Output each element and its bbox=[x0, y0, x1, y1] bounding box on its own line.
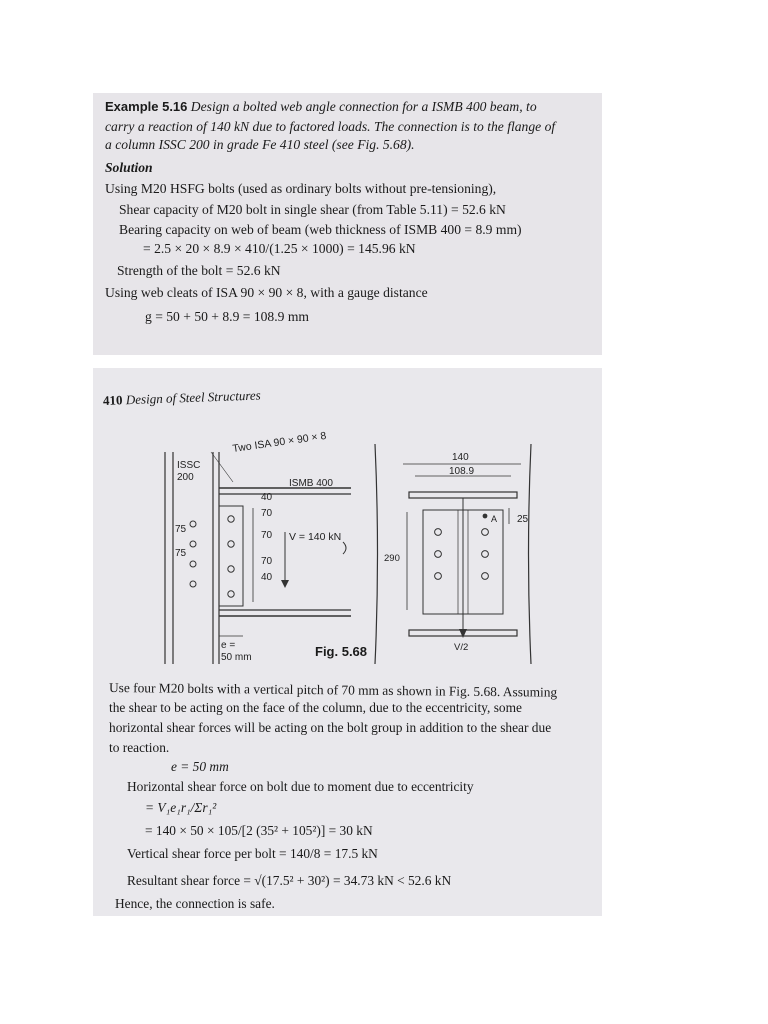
reaction-label: V/2 bbox=[454, 642, 469, 653]
calc-line-4: = 140 × 50 × 105/[2 (35² + 105²)] = 30 kN bbox=[145, 823, 373, 838]
load-label: V = 140 kN bbox=[289, 531, 342, 543]
column-bolt bbox=[190, 561, 196, 567]
solution-line-1: Using M20 HSFG bolts (used as ordinary bolts without pre-tensioning), bbox=[105, 181, 497, 196]
dim-left-2: 75 bbox=[175, 548, 187, 559]
reaction-arrowhead bbox=[459, 629, 467, 638]
column-label-2: 200 bbox=[177, 472, 194, 483]
example-heading-line bbox=[105, 99, 537, 115]
width-outer: 140 bbox=[452, 452, 469, 463]
calc-line-6: Resultant shear force = √(17.5² + 30²) = 34.73 kN < 52.6 kN bbox=[127, 873, 452, 888]
column-edge-right bbox=[529, 444, 532, 664]
bolt bbox=[435, 573, 442, 580]
right-section bbox=[375, 444, 531, 664]
calc-line-3: = V₁e₁r₁/Σr₁² bbox=[145, 800, 217, 815]
load-arrowhead bbox=[281, 580, 289, 588]
dim-right-1: 40 bbox=[261, 492, 273, 503]
calc-line-5: Vertical shear force per bolt = 140/8 = 17.5 kN bbox=[127, 846, 378, 861]
left-elevation bbox=[165, 430, 351, 664]
page-number: 410 bbox=[102, 392, 123, 408]
bolt bbox=[435, 551, 442, 558]
column-edge-left bbox=[375, 444, 378, 664]
dim-right-4: 70 bbox=[261, 556, 273, 567]
ecc-label-2: 50 mm bbox=[221, 652, 252, 663]
bolt bbox=[482, 573, 489, 580]
solution-line-7: g = 50 + 50 + 8.9 = 108.9 mm bbox=[145, 309, 309, 324]
load-curl bbox=[343, 542, 346, 554]
ecc-label-1: e = bbox=[221, 640, 236, 651]
para-line-2: the shear to be acting on the face of the column, due to the eccentricity, some bbox=[109, 700, 522, 715]
example-label: Example 5.16 bbox=[105, 99, 188, 114]
bolt-hole bbox=[228, 566, 234, 572]
bolt bbox=[482, 551, 489, 558]
dim-right-2: 70 bbox=[261, 508, 273, 519]
column-bolt bbox=[190, 541, 196, 547]
calc-line-7: Hence, the connection is safe. bbox=[115, 896, 275, 911]
column-label-1: ISSC bbox=[177, 460, 201, 471]
dim-left-1: 75 bbox=[175, 524, 187, 535]
example-statement-2: carry a reaction of 140 kN due to factored loads. The connection is to the flange of bbox=[105, 119, 556, 134]
solution-line-2: Shear capacity of M20 bolt in single shear (from Table 5.11) = 52.6 kN bbox=[119, 202, 506, 217]
width-inner: 108.9 bbox=[449, 466, 475, 477]
calc-line-1: e = 50 mm bbox=[171, 759, 229, 774]
dim-right-5: 40 bbox=[261, 572, 273, 583]
solution-line-6: Using web cleats of ISA 90 × 90 × 8, with a gauge distance bbox=[105, 285, 428, 300]
bolt-hole bbox=[228, 591, 234, 597]
bolt bbox=[435, 529, 442, 536]
bolt bbox=[482, 529, 489, 536]
edge-label: 25 bbox=[517, 514, 529, 525]
page-scan bbox=[93, 368, 602, 916]
column-bolt bbox=[190, 581, 196, 587]
example-statement-3: a column ISSC 200 in grade Fe 410 steel (see Fig. 5.68). bbox=[105, 137, 415, 152]
running-title: Design of Steel Structures bbox=[125, 387, 261, 408]
example-scan bbox=[93, 93, 602, 355]
column-bolt bbox=[190, 521, 196, 527]
solution-line-4: = 2.5 × 20 × 8.9 × 410/(1.25 × 1000) = 145.96 kN bbox=[143, 241, 416, 256]
solution-line-3: Bearing capacity on web of beam (web thickness of ISMB 400 = 8.9 mm) bbox=[119, 222, 522, 237]
bolt-hole bbox=[228, 516, 234, 522]
point-a-marker bbox=[483, 514, 488, 519]
leader-line bbox=[211, 452, 233, 482]
cleat-label: Two ISA 90 × 90 × 8 bbox=[231, 429, 328, 455]
para-line-3: horizontal shear forces will be acting on the bolt group in addition to the shear due bbox=[109, 720, 552, 735]
calc-line-2: Horizontal shear force on bolt due to moment due to eccentricity bbox=[127, 779, 474, 794]
figure-caption: Fig. 5.68 bbox=[315, 644, 368, 659]
para-line-1: Use four M20 bolts with a vertical pitch of 70 mm as shown in Fig. 5.68. Assuming bbox=[108, 680, 558, 700]
beam-label: ISMB 400 bbox=[289, 478, 333, 489]
point-a-label: A bbox=[491, 514, 498, 524]
solution-heading: Solution bbox=[105, 160, 153, 175]
section-top-flange bbox=[409, 492, 517, 498]
example-statement-1: Design a bolted web angle connection for a ISMB 400 beam, to bbox=[190, 99, 537, 114]
bolt-hole bbox=[228, 541, 234, 547]
para-line-4: to reaction. bbox=[109, 740, 170, 755]
height-label: 290 bbox=[384, 553, 400, 564]
dim-right-3: 70 bbox=[261, 530, 273, 541]
solution-line-5: Strength of the bolt = 52.6 kN bbox=[117, 263, 281, 278]
